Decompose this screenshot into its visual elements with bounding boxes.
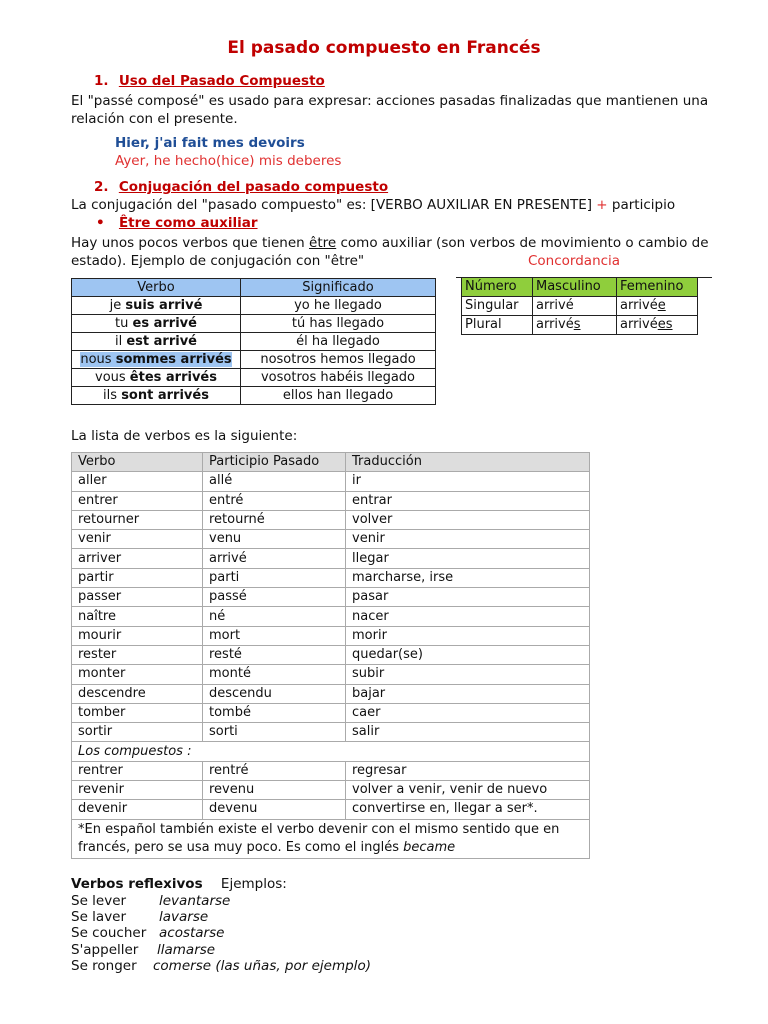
section2-title: Conjugación del pasado compuesto <box>118 179 389 195</box>
verb-cell: rester <box>72 645 203 664</box>
compuestos-label: Los compuestos : <box>72 742 590 761</box>
table-row <box>462 297 698 316</box>
concordancia-header-row <box>462 278 698 297</box>
participle-cell: entré <box>203 491 346 510</box>
meaning: yo he llegado <box>241 297 436 315</box>
table-row <box>72 703 590 722</box>
table-row <box>72 297 436 315</box>
table-row <box>72 315 436 333</box>
translation-cell: ir <box>346 472 590 491</box>
etre-word: être <box>309 235 337 251</box>
participle-cell: parti <box>203 568 346 587</box>
table-row <box>72 723 590 742</box>
verb-cell: descendre <box>72 684 203 703</box>
conc-header-masculino: Masculino <box>533 278 617 297</box>
section1-heading <box>94 73 325 89</box>
list-intro: La lista de verbos es la siguiente: <box>71 428 298 444</box>
participle-cell: rentré <box>203 761 346 780</box>
compuestos-row <box>72 742 590 761</box>
highlighted-nous <box>80 352 231 367</box>
table-row <box>72 800 590 819</box>
verb-cell: devenir <box>72 800 203 819</box>
example-french <box>115 135 305 151</box>
note-cell <box>72 819 590 858</box>
list-header-participio: Participio Pasado <box>203 453 346 472</box>
table-row <box>72 472 590 491</box>
table-row <box>72 684 590 703</box>
conc-masc-ending: s <box>573 317 581 332</box>
conj-header-verbo: Verbo <box>72 279 241 297</box>
example-spanish: Ayer, he hecho(hice) mis deberes <box>115 153 342 169</box>
reflexive-verb-fr: Se ronger <box>71 957 137 974</box>
participle-cell: allé <box>203 472 346 491</box>
list-header-verbo: Verbo <box>72 453 203 472</box>
reflexive-verb-fr: Se coucher <box>71 925 147 942</box>
conjugation-header-row <box>72 279 436 297</box>
verb-cell: revenir <box>72 781 203 800</box>
participle-cell: tombé <box>203 703 346 722</box>
reflexivos-list <box>71 893 371 974</box>
translation-cell: nacer <box>346 607 590 626</box>
conjugation-table <box>71 278 436 405</box>
etre-text-a: Hay unos pocos verbos que tienen <box>71 235 310 251</box>
section2-heading <box>94 179 388 195</box>
verb-cell: aller <box>72 472 203 491</box>
meaning: nosotros hemos llegado <box>241 351 436 369</box>
translation-cell: volver a venir, venir de nuevo <box>346 781 590 800</box>
verb-cell: partir <box>72 568 203 587</box>
reflexive-verb-fr: Se lever <box>71 893 127 909</box>
participle-cell: retourné <box>203 510 346 529</box>
verb-cell: passer <box>72 588 203 607</box>
section2-text <box>71 197 675 213</box>
translation-cell: venir <box>346 530 590 549</box>
table-row <box>462 316 698 335</box>
participle-cell: né <box>203 607 346 626</box>
verb-form: suis arrivé <box>125 298 203 313</box>
participle-cell: monté <box>203 665 346 684</box>
table-row <box>72 568 590 587</box>
note-italic: became <box>403 839 456 855</box>
verb-cell: venir <box>72 530 203 549</box>
pronoun: il <box>115 334 127 349</box>
pronoun: ils <box>103 388 122 403</box>
table-row <box>72 588 590 607</box>
table-row <box>72 530 590 549</box>
pronoun: nous <box>80 352 116 367</box>
participle-cell: sorti <box>203 723 346 742</box>
table-row <box>72 369 436 387</box>
reflexive-verb-es: acostarse <box>159 925 225 942</box>
verb-cell: naître <box>72 607 203 626</box>
section2-text-b: participio <box>611 197 676 213</box>
translation-cell: convertirse en, llegar a ser*. <box>346 800 590 819</box>
section1-title: Uso del Pasado Compuesto <box>118 73 325 89</box>
table-row <box>72 607 590 626</box>
translation-cell: regresar <box>346 761 590 780</box>
example-french-hier: Hier <box>115 135 145 151</box>
concordancia-label: Concordancia <box>528 253 621 269</box>
translation-cell: salir <box>346 723 590 742</box>
conc-masc-stem: arrivé <box>536 317 574 332</box>
plus-sign: + <box>592 197 612 213</box>
table-row <box>72 781 590 800</box>
meaning: vosotros habéis llegado <box>241 369 436 387</box>
note-text: *En español también existe el verbo devenir con el mismo sentido que en francés, pero se usa muy poco. Es como el inglés <box>78 821 560 855</box>
list-item <box>71 958 371 974</box>
translation-cell: subir <box>346 665 590 684</box>
etre-title: Être como auxiliar <box>118 215 258 231</box>
list-item <box>71 925 371 941</box>
bullet: • <box>96 215 105 231</box>
conc-header-numero: Número <box>462 278 533 297</box>
table-row <box>72 387 436 405</box>
verb-list-header-row <box>72 453 590 472</box>
list-header-traduccion: Traducción <box>346 453 590 472</box>
participle-cell: arrivé <box>203 549 346 568</box>
reflexive-verb-fr: S'appeller <box>71 941 139 958</box>
verb-form: êtes arrivés <box>129 370 217 385</box>
table-row <box>72 665 590 684</box>
section2-number: 2. <box>94 179 109 195</box>
list-item <box>71 942 371 958</box>
conc-fem-ending: es <box>657 317 673 332</box>
reflexivos-title: Verbos reflexivos <box>71 876 203 892</box>
conc-fem-ending: e <box>657 298 666 313</box>
translation-cell: caer <box>346 703 590 722</box>
example-french-rest: , j'ai fait mes devoirs <box>144 135 305 151</box>
participle-cell: resté <box>203 645 346 664</box>
concordancia-table <box>461 277 698 335</box>
translation-cell: pasar <box>346 588 590 607</box>
verb-cell: rentrer <box>72 761 203 780</box>
table-row <box>72 333 436 351</box>
translation-cell: bajar <box>346 684 590 703</box>
verb-cell: arriver <box>72 549 203 568</box>
conc-numero: Singular <box>462 297 533 316</box>
page-title: El pasado compuesto en Francés <box>227 38 541 58</box>
translation-cell: llegar <box>346 549 590 568</box>
participle-cell: descendu <box>203 684 346 703</box>
conc-header-femenino: Femenino <box>617 278 698 297</box>
conc-fem-stem: arrivé <box>620 298 658 313</box>
verb-cell: monter <box>72 665 203 684</box>
verb-form: es arrivé <box>132 316 197 331</box>
table-row <box>72 510 590 529</box>
verb-cell: mourir <box>72 626 203 645</box>
pronoun: je <box>109 298 126 313</box>
table-row <box>72 351 436 369</box>
participle-cell: passé <box>203 588 346 607</box>
pronoun: vous <box>95 370 130 385</box>
meaning: tú has llegado <box>241 315 436 333</box>
section2-text-a: La conjugación del "pasado compuesto" es: [VERBO AUXILIAR EN PRESENTE] <box>71 197 592 213</box>
section1-number: 1. <box>94 73 109 89</box>
verb-cell: entrer <box>72 491 203 510</box>
reflexive-verb-es: levantarse <box>159 893 231 909</box>
table-row <box>72 761 590 780</box>
conc-masc-stem: arrivé <box>536 298 574 313</box>
verb-form: sont arrivés <box>121 388 209 403</box>
translation-cell: entrar <box>346 491 590 510</box>
translation-cell: volver <box>346 510 590 529</box>
verb-list-table <box>71 452 590 859</box>
reflexive-verb-fr: Se laver <box>71 909 127 926</box>
reflexive-verb-es: comerse (las uñas, por ejemplo) <box>153 957 371 974</box>
reflexivos-heading <box>71 876 287 892</box>
reflexive-verb-es: lavarse <box>159 909 209 926</box>
table-row <box>72 626 590 645</box>
list-item <box>71 909 371 925</box>
table-row <box>72 645 590 664</box>
verb-cell: sortir <box>72 723 203 742</box>
conj-header-significado: Significado <box>241 279 436 297</box>
table-row <box>72 491 590 510</box>
translation-cell: marcharse, irse <box>346 568 590 587</box>
note-row <box>72 819 590 858</box>
reflexivos-examples-label: Ejemplos: <box>220 876 287 892</box>
participle-cell: revenu <box>203 781 346 800</box>
participle-cell: mort <box>203 626 346 645</box>
etre-heading <box>96 215 258 231</box>
conc-fem-stem: arrivé <box>620 317 658 332</box>
table-row <box>72 549 590 568</box>
translation-cell: quedar(se) <box>346 645 590 664</box>
verb-cell: retourner <box>72 510 203 529</box>
participle-cell: venu <box>203 530 346 549</box>
meaning: él ha llegado <box>241 333 436 351</box>
list-item <box>71 893 371 909</box>
verb-form: sommes arrivés <box>115 352 232 367</box>
meaning: ellos han llegado <box>241 387 436 405</box>
translation-cell: morir <box>346 626 590 645</box>
conc-numero: Plural <box>462 316 533 335</box>
section1-text: El "passé composé" es usado para expresar: acciones pasadas finalizadas que mantienen una relación con el presente. <box>71 93 709 127</box>
verb-cell: tomber <box>72 703 203 722</box>
reflexive-verb-es: llamarse <box>157 941 216 958</box>
etre-text-b: como auxiliar (son verbos de movimiento o cambio de estado). Ejemplo de conjugación con "être" <box>71 235 709 269</box>
participle-cell: devenu <box>203 800 346 819</box>
verb-form: est arrivé <box>126 334 197 349</box>
pronoun: tu <box>115 316 133 331</box>
